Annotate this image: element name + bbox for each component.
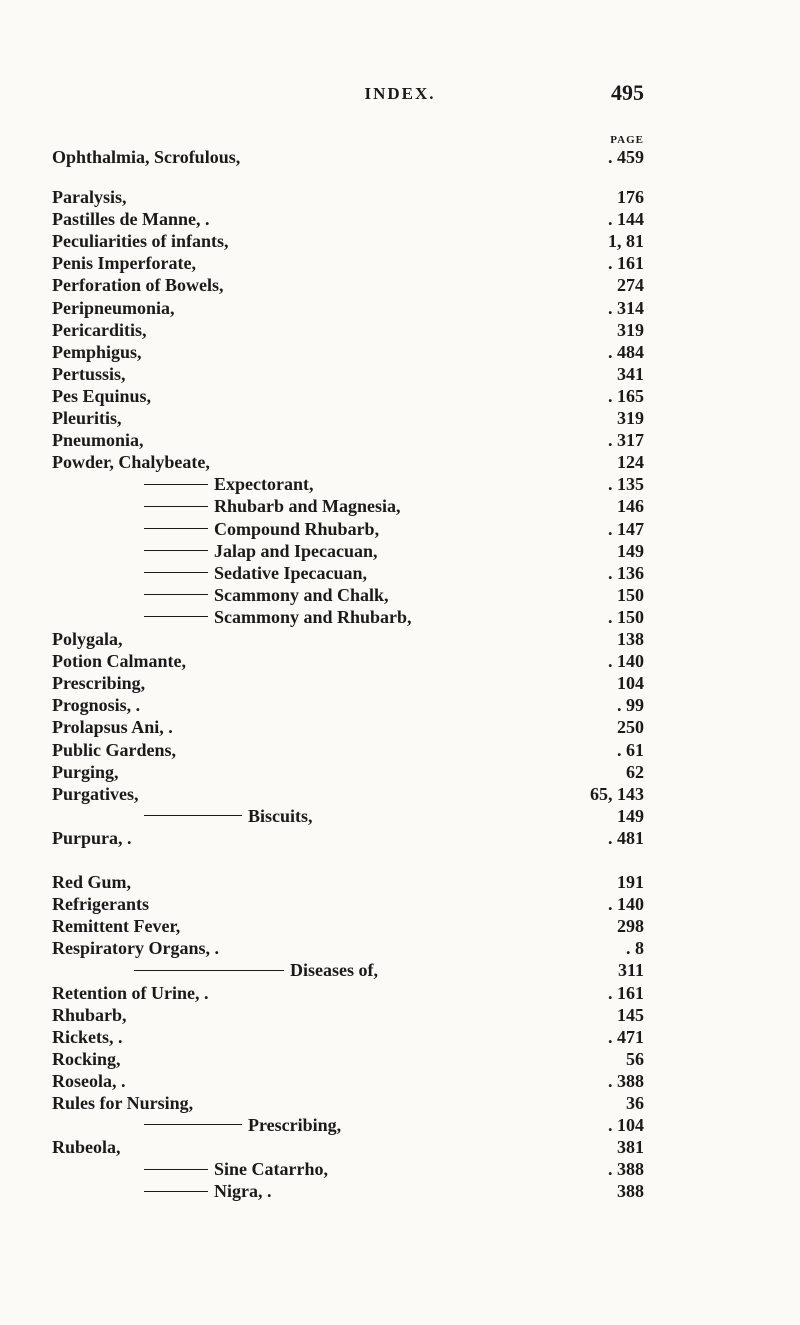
entry-term-text: Polygala,: [52, 629, 123, 649]
entry-term-text: Jalap and Ipecacuan,: [214, 540, 378, 561]
entry-term-text: Purgatives,: [52, 783, 139, 804]
entry-page-ref: 388: [617, 1181, 644, 1202]
entry-term: [52, 208, 210, 230]
entry-term-text: Rhubarb and Magnesia,: [214, 496, 401, 517]
entry-term: [52, 893, 149, 915]
entry-term-text: Paralysis,: [52, 187, 127, 207]
index-entry: [0, 650, 800, 672]
entry-term: [52, 341, 142, 363]
entry-term: [52, 407, 122, 429]
entry-page-ref: 62: [626, 761, 644, 782]
entry-term-text: Prescribing,: [52, 673, 146, 694]
entry-page-ref: . 317: [608, 430, 644, 451]
entry-term-text: Purpura, .: [52, 827, 132, 848]
entry-page-ref: 274: [617, 275, 644, 296]
index-entry: [0, 739, 800, 761]
ditto-rule: [144, 616, 208, 617]
entry-term: [52, 937, 219, 959]
entry-term-text: Pericarditis,: [52, 319, 147, 340]
entry-page-ref: 1, 81: [608, 231, 644, 252]
index-entry: [0, 672, 800, 694]
ditto-rule: [144, 594, 208, 595]
ditto-rule: [144, 506, 208, 507]
entry-term: [52, 1026, 123, 1048]
entry-term: [144, 584, 389, 606]
entry-term-text: Sedative Ipecacuan,: [214, 562, 367, 583]
entry-term-text: Rhubarb,: [52, 1004, 127, 1025]
entry-term: [52, 274, 223, 296]
entry-term: [144, 1158, 328, 1180]
index-entry: [0, 1070, 800, 1092]
index-entry: [0, 319, 800, 341]
entry-page-ref: . 8: [626, 938, 644, 959]
index-entry: [0, 827, 800, 849]
entry-term-text: Diseases of,: [290, 960, 378, 981]
entry-page-ref: . 161: [608, 253, 644, 274]
index-entry: [0, 1048, 800, 1070]
index-entry: [0, 959, 800, 981]
entry-page-ref: 311: [617, 960, 644, 981]
index-entry: [0, 937, 800, 959]
index-entry: [0, 363, 800, 385]
entry-term: [52, 451, 210, 473]
entry-term: [144, 562, 367, 584]
entry-term: [144, 495, 401, 517]
entry-page-ref: . 140: [608, 894, 644, 915]
index-entry: [0, 915, 800, 937]
entry-page-ref: . 147: [608, 518, 644, 539]
entry-term: [52, 186, 127, 208]
entry-term: [52, 319, 146, 341]
index-entry: [0, 1114, 800, 1136]
index-entry: [0, 146, 800, 168]
entry-term-text: Rubeola,: [52, 1137, 121, 1158]
entry-term-text: Prognosis, .: [52, 695, 141, 716]
entry-page-ref: . 99: [617, 695, 644, 716]
entry-page-ref: . 161: [608, 982, 644, 1003]
entry-page-ref: . 459: [608, 147, 644, 167]
entry-term: [52, 628, 123, 650]
index-entry: [0, 186, 800, 208]
entry-page-ref: . 388: [608, 1070, 644, 1091]
index-entry: [0, 1092, 800, 1114]
entry-page-ref: 138: [617, 629, 644, 649]
entry-term-text: Pleuritis,: [52, 408, 122, 428]
running-header-title: INDEX.: [364, 84, 436, 103]
entry-term-text: Refrigerants: [52, 894, 149, 915]
entry-term-text: Rickets, .: [52, 1026, 123, 1047]
entry-term: [52, 230, 228, 252]
ditto-rule: [144, 572, 208, 573]
entry-page-ref: 250: [617, 717, 644, 738]
index-entry: [0, 893, 800, 915]
entry-term: [144, 1114, 341, 1136]
entry-page-ref: 145: [617, 1004, 644, 1025]
entry-term: [144, 606, 412, 628]
ditto-rule: [134, 970, 284, 971]
index-entry: [0, 584, 800, 606]
entry-term: [52, 297, 175, 319]
entry-term: [52, 827, 132, 849]
entry-page-ref: . 165: [608, 385, 644, 406]
entry-page-ref: . 471: [608, 1026, 644, 1047]
entry-term-text: Biscuits,: [248, 805, 313, 826]
entry-term: [52, 252, 196, 274]
entry-term: [52, 716, 173, 738]
entry-term-text: Pemphigus,: [52, 341, 142, 362]
index-entry: [0, 1004, 800, 1026]
ditto-rule: [144, 528, 208, 529]
index-entry: [0, 385, 800, 407]
entry-term: [134, 959, 378, 981]
entry-page-ref: . 484: [608, 341, 644, 362]
entry-page-ref: . 136: [608, 562, 644, 583]
index-entry: [0, 540, 800, 562]
entry-page-ref: 36: [626, 1093, 644, 1113]
entry-term: [52, 761, 119, 783]
entry-term-text: Public Gardens,: [52, 739, 177, 760]
entry-term: [52, 650, 186, 672]
index-entry: [0, 606, 800, 628]
entry-term: [144, 473, 313, 495]
entry-term-text: Peculiarities of infants,: [52, 231, 229, 252]
entry-term-text: Compound Rhubarb,: [214, 518, 380, 539]
index-entry: [0, 1026, 800, 1048]
index-entry: [0, 429, 800, 451]
entry-term-text: Powder, Chalybeate,: [52, 452, 210, 473]
entry-term-text: Potion Calmante,: [52, 651, 186, 672]
entry-term: [144, 518, 379, 540]
entry-page-ref: . 150: [608, 606, 644, 627]
entry-term: [52, 982, 208, 1004]
entry-term-text: Penis Imperforate,: [52, 253, 196, 274]
entry-page-ref: 56: [626, 1048, 644, 1069]
entry-term-text: Ophthalmia, Scrofulous,: [52, 147, 241, 167]
index-entry: [0, 716, 800, 738]
entry-term-text: Prolapsus Ani, .: [52, 717, 173, 738]
entry-term-text: Peripneumonia,: [52, 297, 175, 318]
entry-page-ref: 191: [617, 872, 644, 892]
ditto-rule: [144, 1169, 208, 1170]
entry-page-ref: 65, 143: [590, 783, 644, 804]
index-entry: [0, 562, 800, 584]
page-number: 495: [611, 80, 644, 105]
index-entry: [0, 341, 800, 363]
index-entry: [0, 694, 800, 716]
ditto-rule: [144, 484, 208, 485]
entry-term-text: Pneumonia,: [52, 430, 144, 451]
entry-term: [52, 1048, 121, 1070]
entry-term: [52, 385, 151, 407]
entry-page-ref: . 140: [608, 651, 644, 672]
entry-page-ref: . 388: [608, 1159, 644, 1180]
page-column-label: PAGE: [610, 134, 644, 146]
entry-term: [52, 363, 126, 385]
entry-term-text: Pertussis,: [52, 363, 126, 384]
index-entry: [0, 495, 800, 517]
entry-term: [52, 871, 131, 893]
entry-page-ref: 176: [617, 187, 644, 207]
entry-term-text: Remittent Fever,: [52, 916, 181, 937]
entry-page-ref: 319: [617, 319, 644, 340]
ditto-rule: [144, 1191, 208, 1192]
index-entry: [0, 230, 800, 252]
index-entry: [0, 982, 800, 1004]
index-entry: [0, 761, 800, 783]
index-entry: [0, 783, 800, 805]
entry-page-ref: . 314: [608, 297, 644, 318]
entry-term-text: Purging,: [52, 761, 119, 782]
entry-term-text: Scammony and Rhubarb,: [214, 606, 412, 627]
entry-page-ref: 319: [617, 408, 644, 428]
entry-page-ref: . 144: [608, 209, 644, 230]
entry-term: [52, 739, 176, 761]
entry-term: [52, 783, 138, 805]
entry-page-ref: . 481: [608, 827, 644, 848]
index-entry: [0, 274, 800, 296]
entry-term-text: Prescribing,: [248, 1115, 342, 1136]
entry-page-ref: 150: [617, 584, 644, 605]
entry-term: [52, 1092, 193, 1114]
ditto-rule: [144, 550, 208, 551]
index-entry: [0, 1158, 800, 1180]
index-entry: [0, 1136, 800, 1158]
index-entry: [0, 628, 800, 650]
entry-term-text: Sine Catarrho,: [214, 1159, 328, 1180]
entry-page-ref: 146: [617, 496, 644, 517]
index-entry: [0, 451, 800, 473]
index-entry: [0, 871, 800, 893]
entry-term-text: Red Gum,: [52, 872, 132, 892]
index-entry: [0, 518, 800, 540]
entry-page-ref: 298: [617, 916, 644, 937]
entry-term-text: Nigra, .: [214, 1181, 272, 1202]
entry-term: [52, 915, 180, 937]
entry-page-ref: . 104: [608, 1115, 644, 1136]
entry-term: [52, 694, 140, 716]
entry-page-ref: . 135: [608, 474, 644, 495]
entry-term: [52, 1070, 126, 1092]
entry-term: [144, 540, 378, 562]
entry-term-text: Respiratory Organs, .: [52, 938, 219, 959]
index-entry: [0, 805, 800, 827]
index-entry: [0, 1180, 800, 1202]
entry-term-text: Rules for Nursing,: [52, 1093, 194, 1113]
index-entry: [0, 252, 800, 274]
entry-term: [52, 1004, 127, 1026]
entry-term: [144, 1180, 272, 1202]
entry-term: [52, 429, 144, 451]
entry-term-text: Perforation of Bowels,: [52, 275, 224, 296]
entry-page-ref: 149: [617, 805, 644, 826]
entry-page-ref: 341: [617, 363, 644, 384]
entry-term-text: Scammony and Chalk,: [214, 584, 389, 605]
index-entry: [0, 473, 800, 495]
entry-page-ref: 104: [617, 673, 644, 694]
entry-term: [52, 672, 145, 694]
entry-term-text: Retention of Urine, .: [52, 982, 209, 1003]
entry-page-ref: 149: [617, 540, 644, 561]
index-entry: [0, 407, 800, 429]
entry-term: [52, 146, 240, 168]
index-entry: [0, 208, 800, 230]
entry-page-ref: . 61: [617, 739, 644, 760]
entry-term-text: Roseola, .: [52, 1070, 126, 1091]
entry-page-ref: 124: [617, 452, 644, 473]
entry-term-text: Expectorant,: [214, 474, 314, 495]
entry-term: [52, 1136, 121, 1158]
ditto-rule: [144, 815, 242, 816]
entry-page-ref: 381: [617, 1137, 644, 1158]
entry-term-text: Rocking,: [52, 1048, 121, 1069]
entry-term-text: Pastilles de Manne, .: [52, 209, 210, 230]
entry-term-text: Pes Equinus,: [52, 385, 152, 406]
ditto-rule: [144, 1124, 242, 1125]
entry-term: [144, 805, 313, 827]
index-entry: [0, 297, 800, 319]
